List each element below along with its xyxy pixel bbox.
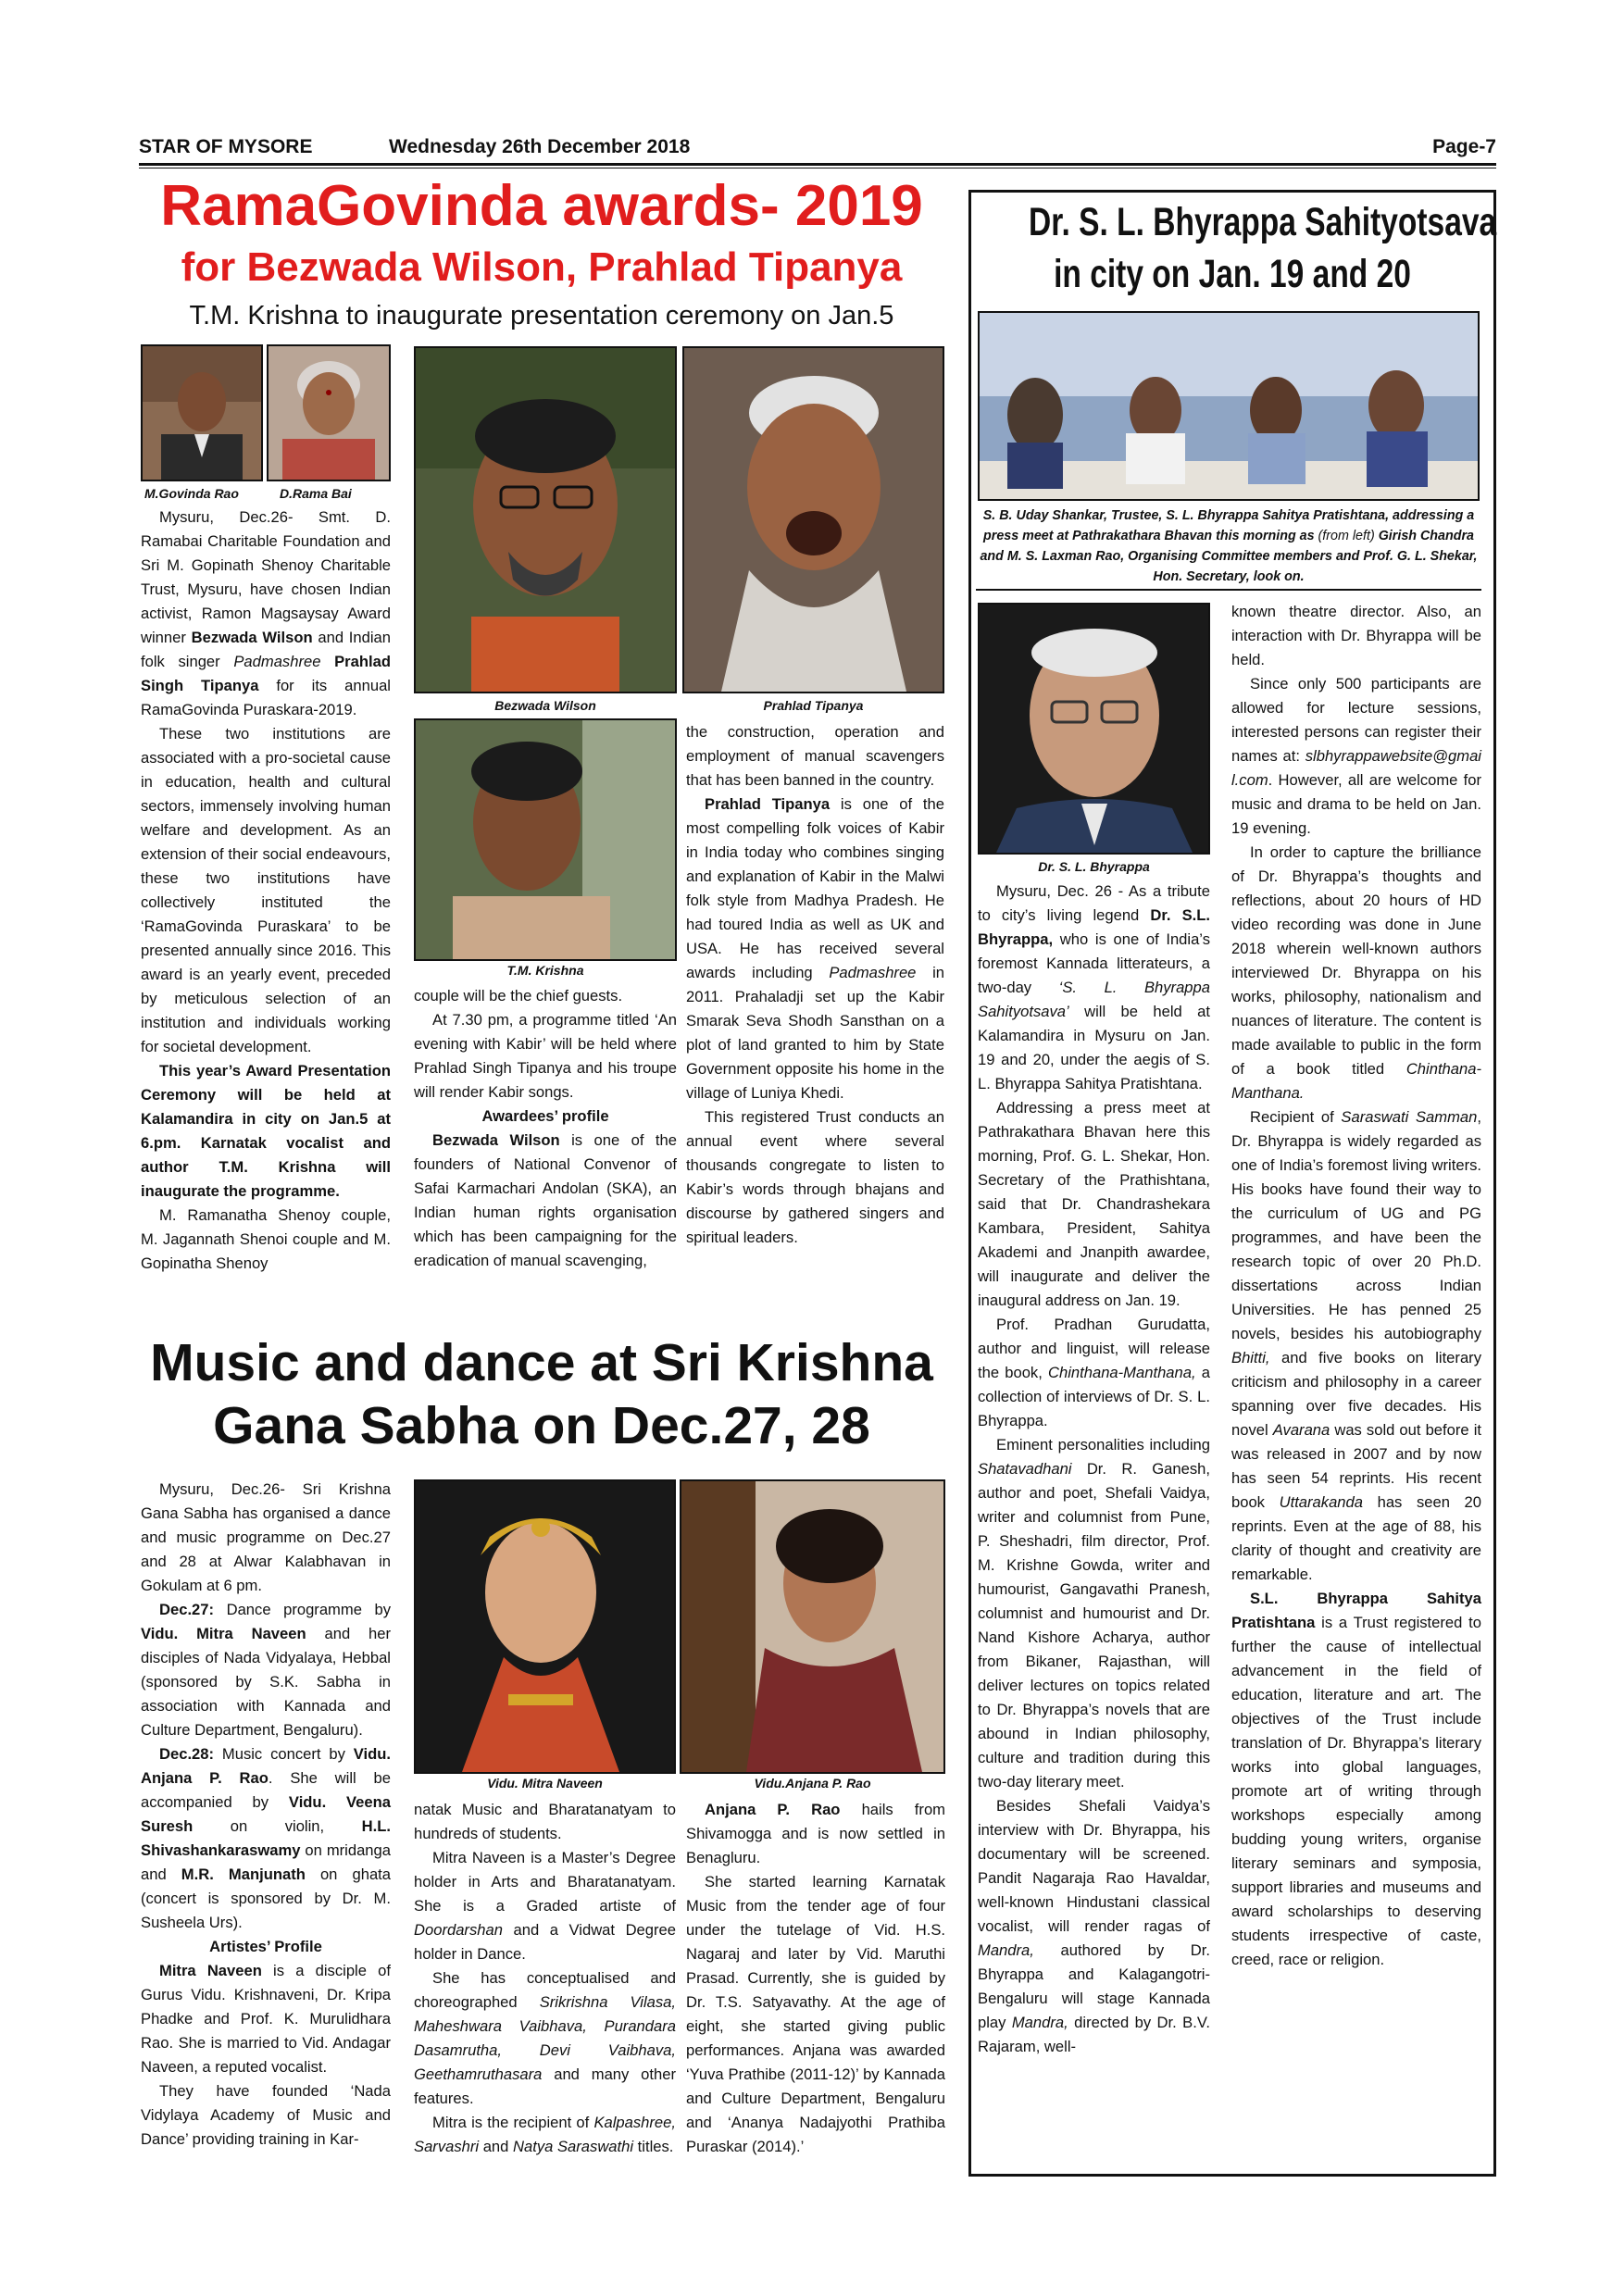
bezwada-wilson-photo xyxy=(414,346,677,693)
caption-mitra-naveen: Vidu. Mitra Naveen xyxy=(487,1776,603,1791)
story1-column-3 xyxy=(686,720,944,1250)
awardees-profile-subhead: Awardees’ profile xyxy=(481,1107,609,1125)
story3-paragraph: Addressing a press meet at Pathrakathara Bhavan here this morning, Prof. G. L. Shekar, Hon. Secretary of the Prathishtana, said that Dr. Chandrashekara Kambara, President, Sahitya Akademi and Jnanpith awardee, will inaugurate and deliver the inaugural address on Jan. 19. xyxy=(978,1099,1210,1309)
story3-headline-line2: in city on Jan. 19 and 20 xyxy=(1054,252,1411,296)
prahlad-tipanya-photo xyxy=(682,346,944,693)
story2-paragraph: She started learning Karnatak Music from the tender age of four under the tutelage of Vid. H.S. Nagaraj and later by Vid. Maruthi Prasad. Currently, she is guided by Dr. T.S. Satyavathy. At the age of eight, she started giving public performances. Anjana was awarded ‘Yuva Prathibe (2011-12)’ by Kannada and Culture Department, Bengaluru and ‘Ananya Nadajyothi Prathiba Puraskar (2014).’ xyxy=(686,1873,945,2155)
story3-paragraph: Since only 500 participants are allowed for lecture sessions, interested persons can register their names at: slbhyrappawebsite@gmail.com. However, all are welcome for music and drama to be held on Jan. 19 evening. xyxy=(1231,675,1481,837)
anjana-rao-photo xyxy=(680,1479,945,1774)
press-meet-caption: S. B. Uday Shankar, Trustee, S. L. Bhyrappa Sahitya Pratishtana, addressing a press meet at Pathrakathara Bhavan this morning as (from left) Girish Chandra and M. S. Laxman Rao, Organising Committee members and Prof. G. L. Shekar, Hon. Secretary, look on. xyxy=(980,508,1478,584)
caption-rama-bai: D.Rama Bai xyxy=(280,486,352,501)
story2-paragraph: They have founded ‘Nada Vidylaya Academy of Music and Dance’ providing training in Kar- xyxy=(141,2082,391,2148)
story2-column-2 xyxy=(414,1798,676,2159)
story1-paragraph: At 7.30 pm, a programme titled ‘An evening with Kabir’ will be held where Prahlad Singh Tipanya and his troupe will render Kabir songs. xyxy=(414,1011,677,1101)
story1-paragraph: the construction, operation and employment of manual scavengers that has been banned in the country. xyxy=(686,723,944,789)
story1-subhead: for Bezwada Wilson, Prahlad Tipanya xyxy=(181,244,903,290)
caption-tm-krishna: T.M. Krishna xyxy=(506,963,584,978)
story3-column-2 xyxy=(1231,600,1481,1972)
story1-paragraph: These two institutions are associated with a pro-societal cause in education, health and cultural sectors, immensely involving human welfare and development. As an extension of their social endeavours, these two institutions have collectively instituted the ‘RamaGovinda Puraskara’ to be presented annually since 2016. This award is an yearly event, preceded by meticulous selection of an institution and individuals working for societal development. xyxy=(141,725,391,1055)
story1-paragraph: This year’s Award Presentation Ceremony will be held at Kalamandira in city on Jan.5 at 6.pm. Karnatak vocalist and author T.M. Krishna will inaugurate the programme. xyxy=(141,1062,391,1200)
story3-column-1 xyxy=(978,880,1210,2059)
story2-paragraph: Anjana P. Rao hails from Shivamogga and is now settled in Benagluru. xyxy=(686,1801,945,1866)
story2-column-1 xyxy=(141,1478,391,2152)
story1-paragraph: Mysuru, Dec.26- Smt. D. Ramabai Charitable Foundation and Sri M. Gopinath Shenoy Charitable Trust, Mysuru, have chosen Indian activist, Ramon Magsaysay Award winner Bezwada Wilson and Indian folk singer Padmashree Prahlad Singh Tipanya for its annual RamaGovinda Puraskara-2019. xyxy=(141,508,392,718)
story1-headline: RamaGovinda awards- 2019 xyxy=(160,174,923,238)
story3-paragraph: Mysuru, Dec. 26 - As a tribute to city’s living legend Dr. S.L. Bhyrappa, who is one of India’s foremost Kannada litterateurs, a two-day ‘S. L. Bhyrappa Sahityotsava’ will be held at Kalamandira in Mysuru on Jan. 19 and 20, under the aegis of S. L. Bhyrappa Sahitya Pratishtana. xyxy=(978,882,1211,1092)
registration-email: slbhyrappawebsite@gmail.com xyxy=(1231,747,1481,789)
story1-paragraph: This registered Trust conducts an annual event where several thousands congregate to listen to Kabir’s words through bhajans and discourse by gathered singers and spiritual leaders. xyxy=(686,1108,944,1246)
story2-paragraph: Mitra is the recipient of Kalpashree, Sarvashri and Natya Saraswathi titles. xyxy=(414,2114,676,2155)
story2-paragraph: Mysuru, Dec.26- Sri Krishna Gana Sabha has organised a dance and music programme on Dec.27 and 28 at Alwar Kalabhavan in Gokulam at 6 pm. xyxy=(141,1480,391,1594)
story2-paragraph: Mitra Naveen is a disciple of Gurus Vidu. Krishnaveni, Dr. Kripa Phadke and Prof. K. Murulidhara Rao. She is married to Vid. Andagar Naveen, a reputed vocalist. xyxy=(141,1962,391,2076)
story1-kicker: T.M. Krishna to inaugurate presentation ceremony on Jan.5 xyxy=(189,301,894,331)
story1-column-1 xyxy=(141,505,391,1276)
story3-headline-line1: Dr. S. L. Bhyrappa Sahityotsava xyxy=(1029,200,1497,244)
story3-headline xyxy=(971,196,1497,300)
story2-paragraph: Dec.27: Dance programme by Vidu. Mitra Naveen and her disciples of Nada Vidyalaya, Hebbal (sponsored by S.K. Sabha in association with Kannada and Culture Department, Bengaluru). xyxy=(141,1601,391,1739)
story2-paragraph: Mitra Naveen is a Master’s Degree holder in Arts and Bharatanatyam. She is a Graded artiste of Doordarshan and a Vidwat Degree holder in Dance. xyxy=(414,1849,676,1963)
story2-paragraph: Dec.28: Music concert by Vidu. Anjana P. Rao. She will be accompanied by Vidu. Veena Suresh on violin, H.L. Shivashankaraswamy on mridanga and M.R. Manjunath on ghata (concert is sponsored by Dr. M. Susheela Urs). xyxy=(141,1745,392,1931)
caption-rule xyxy=(976,589,1481,591)
story3-paragraph: Recipient of Saraswati Samman, Dr. Bhyrappa is widely regarded as one of India’s foremost living writers. His books have found their way to the curriculum of UG and PG programmes, and have been the research topic of over 20 Ph.D. dissertations across Indian Universities. He has penned 25 novels, besides his autobiography Bhitti, and five books on literary criticism and philosophy in a career spanning over five decades. His novel Avarana was sold out before it was released in 2007 and by now has seen 54 reprints. His recent book Uttarakanda has seen 20 reprints. Even at the age of 88, his clarity of thought and creativity are remarkable. xyxy=(1231,1108,1482,1583)
story3-paragraph: Eminent personalities including Shatavadhani Dr. R. Ganesh, author and poet, Shefali Vaidya, writer and columnist from Pune, P. Sheshadri, film director, Prof. M. Krishne Gowda, writer and humourist, Gangavathi Pranesh, columnist and humourist and Dr. Nand Kishore Acharya, author from Bikaner, Rajasthan, will deliver lectures on topics related to Dr. Bhyrappa’s novels that are abound in Indian philosophy, culture and tradition during this two-day literary meet. xyxy=(978,1436,1210,1791)
story3-paragraph: S.L. Bhyrappa Sahitya Pratishtana is a Trust registered to further the cause of intellectual advancement in the field of education, literature and art. The objectives of the Trust include translation of Dr. Bhyrappa’s literary works into global languages, promote art of writing through workshops especially among budding young writers, organise literary seminars and symposia, support libraries and museums and award scholarships to deserving students irrespective of caste, creed, race or religion. xyxy=(1231,1590,1481,1968)
tm-krishna-photo xyxy=(414,718,677,961)
story2-paragraph: She has conceptualised and choreographed Srikrishna Vilasa, Maheshwara Vaibhava, Purandara Dasamrutha, Devi Vaibhava, Geethamruthasara and many other features. xyxy=(414,1969,677,2107)
story3-paragraph: Besides Shefali Vaidya’s interview with Dr. Bhyrappa, his documentary will be screened. Pandit Nagaraja Rao Havaldar, well-known Hindustani classical vocalist, will render ragas of Mandra, authored by Dr. Bhyrappa and Kalagangotri-Bengaluru will stage Kannada play Mandra, directed by Dr. B.V. Rajaram, well- xyxy=(978,1797,1210,2055)
rama-bai-photo xyxy=(267,344,391,481)
masthead-rule xyxy=(139,163,1496,166)
story1-paragraph: Bezwada Wilson is one of the founders of National Convenor of Safai Karmachari Andolan (SKA), an Indian human rights organisation which has been campaigning for the eradication of manual scavenging, xyxy=(414,1131,677,1269)
story1-column-2 xyxy=(414,984,677,1273)
story1-paragraph: M. Ramanatha Shenoy couple, M. Jagannath Shenoi couple and M. Gopinatha Shenoy xyxy=(141,1206,391,1272)
story1-paragraph: Prahlad Tipanya is one of the most compelling folk voices of Kabir in India today who combines singing and explanation of Kabir in the Malwi folk style from Madhya Pradesh. He had toured India as well as UK and USA. He has received several awards including Padmashree in 2011. Prahaladji set up the Kabir Smarak Seva Shodh Sansthan on a plot of land granted to him by State Government opposite his home in the village of Luniya Khedi. xyxy=(686,795,944,1102)
story2-headline-line1: Music and dance at Sri Krishna xyxy=(150,1333,933,1392)
masthead-date: Wednesday 26th December 2018 xyxy=(389,136,691,157)
caption-prahlad-tipanya: Prahlad Tipanya xyxy=(763,698,864,713)
caption-govinda-rao: M.Govinda Rao xyxy=(144,486,239,501)
story3-paragraph: Prof. Pradhan Gurudatta, author and linguist, will release the book, Chinthana-Manthana, a collection of interviews of Dr. S. L. Bhyrappa. xyxy=(978,1316,1210,1429)
story3-paragraph: In order to capture the brilliance of Dr. Bhyrappa’s thoughts and reflections, about 20 hours of HD video recording was done in June 2018 wherein well-known authors interviewed Dr. Bhyrappa on his works, philosophy, nationalism and nuances of literature. The content is made available to public in the form of a book titled Chinthana-Manthana. xyxy=(1231,843,1481,1102)
story2-column-3 xyxy=(686,1798,945,2159)
story2-headline-line2: Gana Sabha on Dec.27, 28 xyxy=(213,1396,870,1455)
story2-paragraph: natak Music and Bharatanatyam to hundreds of students. xyxy=(414,1801,676,1842)
govinda-rao-photo xyxy=(141,344,263,481)
story1-paragraph: couple will be the chief guests. xyxy=(414,987,623,1004)
caption-anjana-rao: Vidu.Anjana P. Rao xyxy=(754,1776,871,1791)
masthead-page: Page-7 xyxy=(1432,136,1496,157)
press-meet-photo xyxy=(978,311,1480,501)
masthead-paper: STAR OF MYSORE xyxy=(139,136,313,157)
caption-bezwada-wilson: Bezwada Wilson xyxy=(494,698,596,713)
story3-paragraph: known theatre director. Also, an interaction with Dr. Bhyrappa will be held. xyxy=(1231,603,1481,668)
caption-bhyrappa-portrait: Dr. S. L. Bhyrappa xyxy=(1038,859,1150,874)
mitra-naveen-photo xyxy=(414,1479,676,1774)
artistes-profile-subhead: Artistes’ Profile xyxy=(209,1938,322,1955)
bhyrappa-portrait-photo xyxy=(978,603,1210,855)
